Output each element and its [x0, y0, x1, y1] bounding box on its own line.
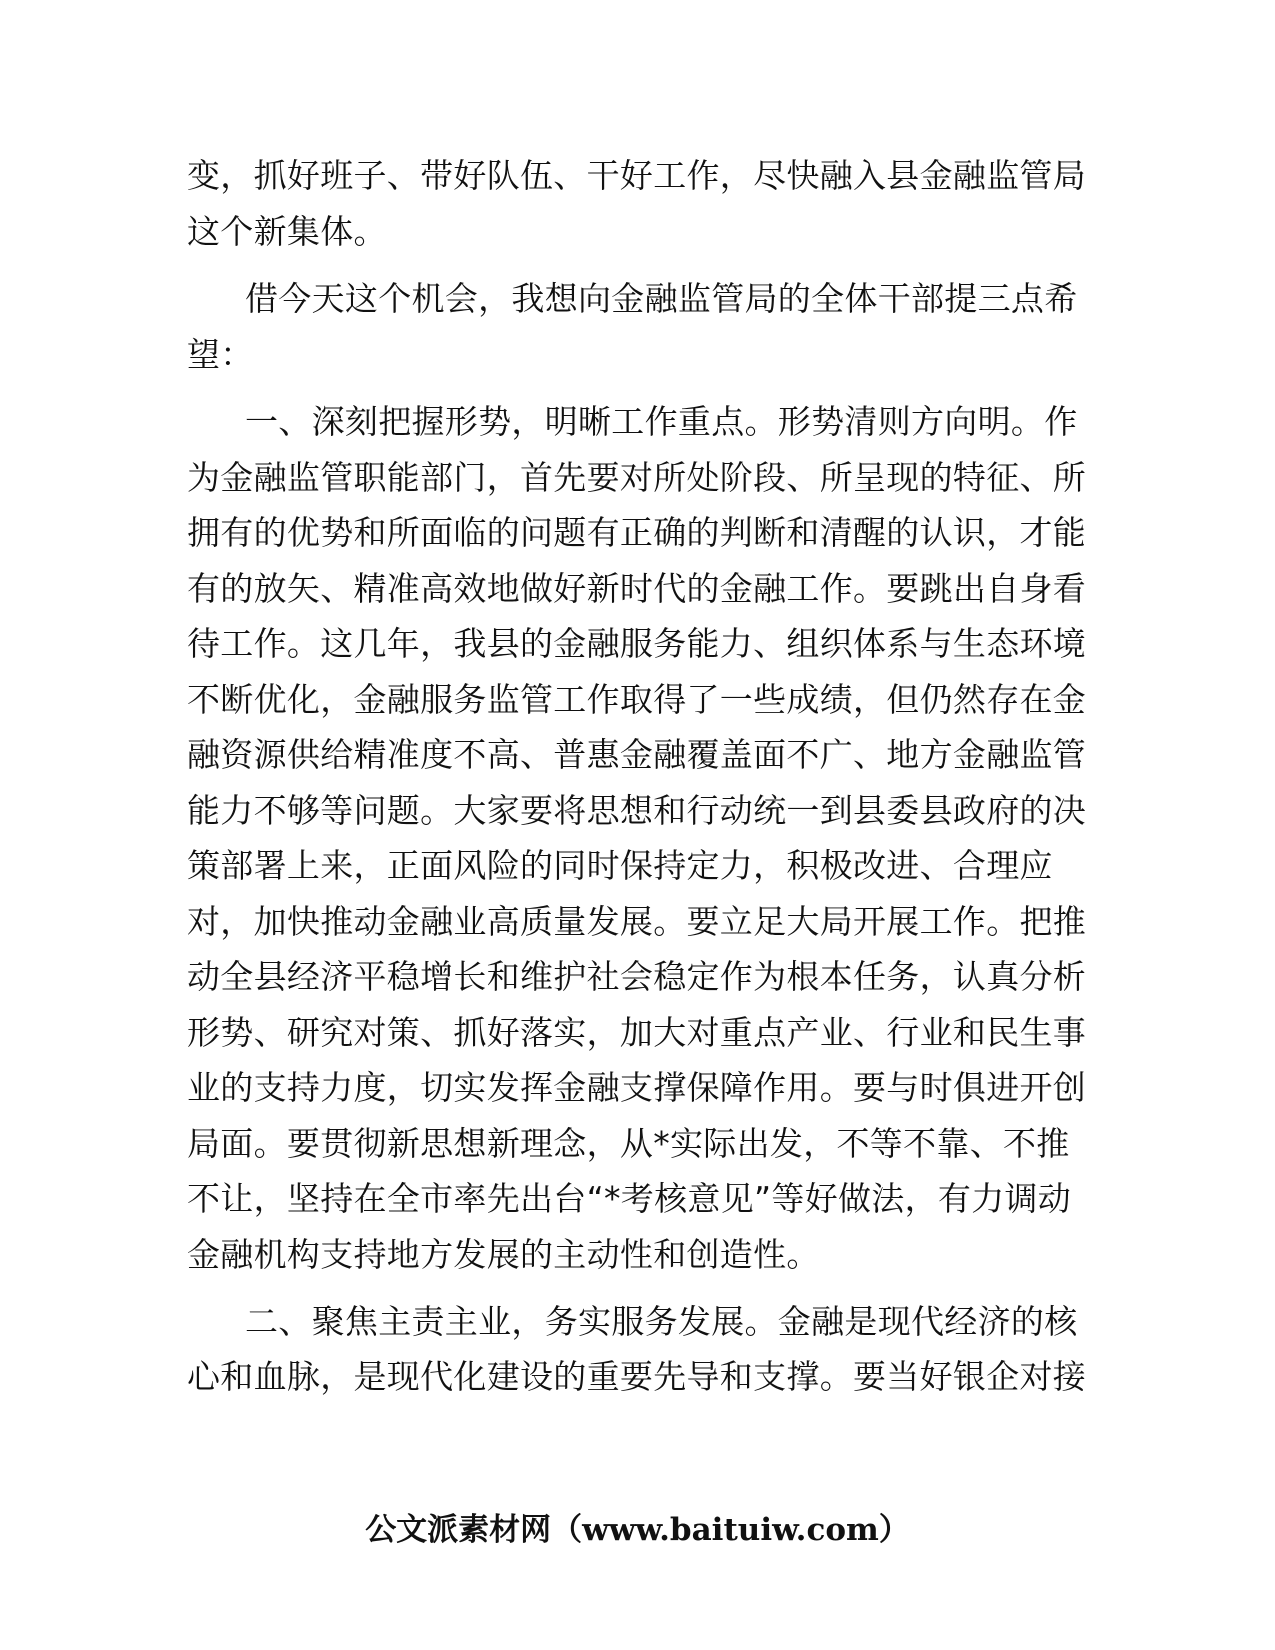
- paragraph-first-line: 借今天这个机会，我想向金融监管局的全体干部提三点希: [245, 279, 1078, 318]
- text-line: 策部署上来，正面风险的同时保持定力，积极改进、合理应: [187, 846, 1053, 885]
- text-line: 拥有的优势和所面临的问题有正确的判断和清醒的认识，才能: [187, 513, 1087, 552]
- text-line: 对，加快推动金融业高质量发展。要立足大局开展工作。把推: [187, 902, 1087, 941]
- text-line: 形势、研究对策、抓好落实，加大对重点产业、行业和民生事: [187, 1013, 1087, 1052]
- text-line: 望：: [187, 335, 254, 374]
- text-line: 待工作。这几年，我县的金融服务能力、组织体系与生态环境: [187, 624, 1087, 663]
- text-line: 不让，坚持在全市率先出台“*考核意见”等好做法，有力调动: [187, 1179, 1072, 1218]
- text-line: 心和血脉，是现代化建设的重要先导和支撑。要当好银企对接: [187, 1357, 1087, 1396]
- text-line: 变，抓好班子、带好队伍、干好工作，尽快融入县金融监管局: [187, 156, 1087, 195]
- footer-watermark: 公文派素材网（www.baituiw.com）: [365, 1512, 910, 1548]
- text-line: 动全县经济平稳增长和维护社会稳定作为根本任务，认真分析: [187, 957, 1087, 996]
- text-line: 为金融监管职能部门，首先要对所处阶段、所呈现的特征、所: [187, 458, 1087, 497]
- text-line: 融资源供给精准度不高、普惠金融覆盖面不广、地方金融监管: [187, 735, 1087, 774]
- text-line: 局面。要贯彻新思想新理念，从*实际出发，不等不靠、不推: [187, 1124, 1070, 1163]
- text-line: 有的放矢、精准高效地做好新时代的金融工作。要跳出自身看: [187, 569, 1087, 608]
- text-line: 这个新集体。: [187, 212, 387, 251]
- text-line: 金融机构支持地方发展的主动性和创造性。: [187, 1235, 820, 1274]
- text-line: 不断优化，金融服务监管工作取得了一些成绩，但仍然存在金: [187, 680, 1087, 719]
- text-line: 能力不够等问题。大家要将思想和行动统一到县委县政府的决: [187, 791, 1087, 830]
- text-line: 业的支持力度，切实发挥金融支撑保障作用。要与时俱进开创: [187, 1068, 1087, 1107]
- paragraph-first-line: 一、深刻把握形势，明晰工作重点。形势清则方向明。作: [245, 402, 1078, 441]
- paragraph-first-line: 二、聚焦主责主业，务实服务发展。金融是现代经济的核: [245, 1302, 1078, 1341]
